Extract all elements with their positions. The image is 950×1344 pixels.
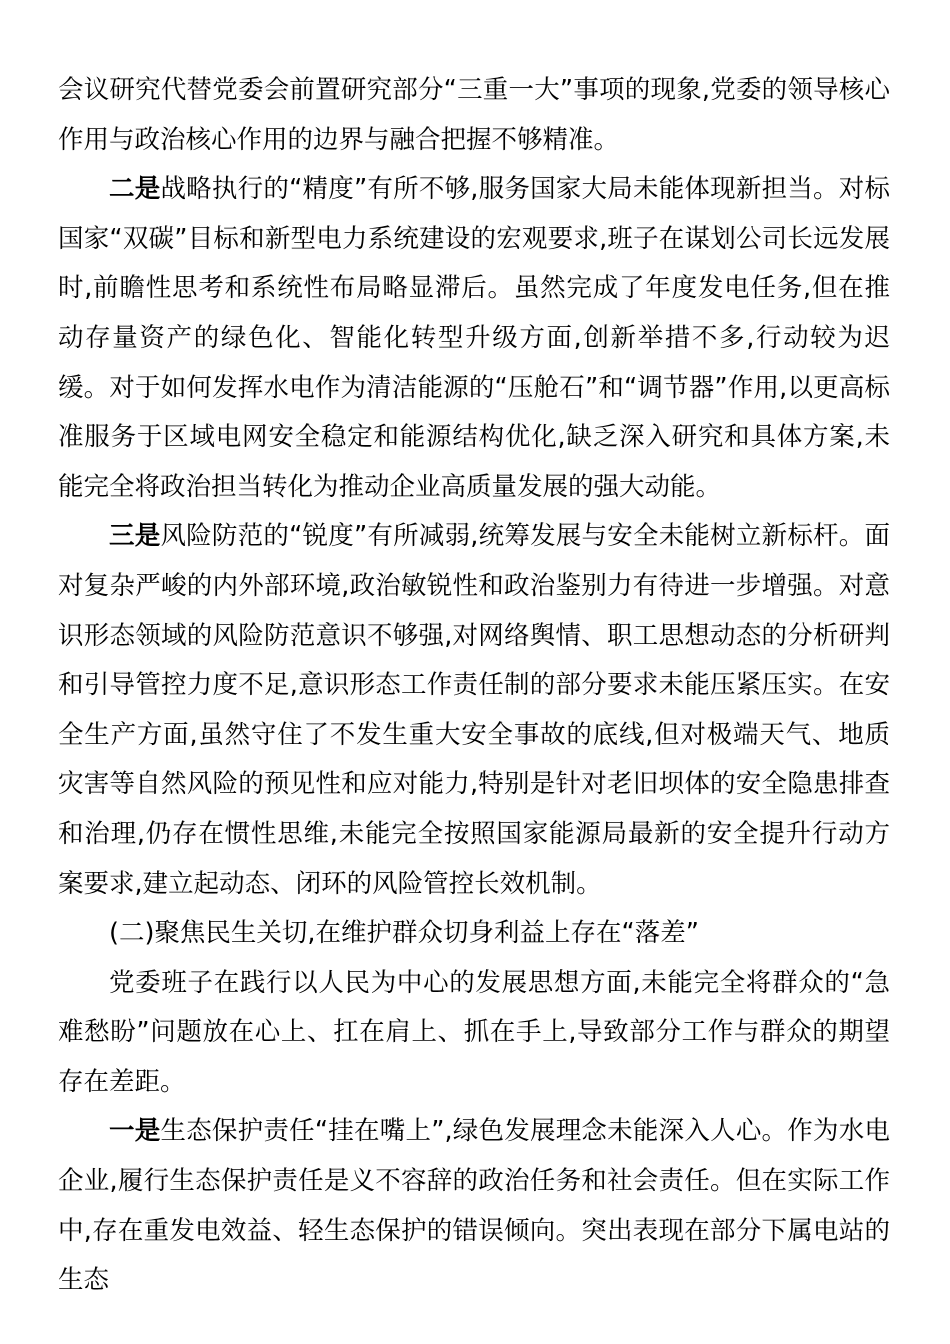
section-heading	[58, 909, 890, 959]
paragraph-point-three	[58, 512, 890, 909]
paragraph-text: 党委班子在践行以人民为中心的发展思想方面,未能完全将群众的“急难愁盼”问题放在心上、扛在肩上、抓在手上,导致部分工作与群众的期望存在差距。	[58, 967, 890, 1097]
section-heading-text: (二)聚焦民生关切,在维护群众切身利益上存在“落差”	[109, 918, 699, 949]
paragraph-lead: 一是	[109, 1116, 161, 1147]
paragraph-point-one	[58, 1107, 890, 1305]
paragraph-text: 风险防范的“锐度”有所减弱,统筹发展与安全未能树立新标杆。面对复杂严峻的内外部环境,政治敏锐性和政治鉴别力有待进一步增强。对意识形态领域的风险防范意识不够强,对网络舆情、职工思想动态的分析研判和引导管控力度不足,意识形态工作责任制的部分要求未能压紧压实。在安全生产方面,虽然守住了不发生重大安全事故的底线,但对极端天气、地质灾害等自然风险的预见性和应对能力,特别是针对老旧坝体的安全隐患排查和治理,仍存在惯性思维,未能完全按照国家能源局最新的安全提升行动方案要求,建立起动态、闭环的风险管控长效机制。	[58, 521, 890, 899]
paragraph-lead: 二是	[109, 174, 161, 205]
paragraph-lead: 三是	[109, 521, 161, 552]
paragraph-text: 战略执行的“精度”有所不够,服务国家大局未能体现新担当。对标国家“双碳”目标和新型电力系统建设的宏观要求,班子在谋划公司长远发展时,前瞻性思考和系统性布局略显滞后。虽然完成了年度发电任务,但在推动存量资产的绿色化、智能化转型升级方面,创新举措不多,行动较为迟缓。对于如何发挥水电作为清洁能源的“压舱石”和“调节器”作用,以更高标准服务于区域电网安全稳定和能源结构优化,缺乏深入研究和具体方案,未能完全将政治担当转化为推动企业高质量发展的强大动能。	[58, 174, 890, 502]
document-body	[58, 66, 890, 1306]
paragraph-text: 生态保护责任“挂在嘴上”,绿色发展理念未能深入人心。作为水电企业,履行生态保护责任是义不容辞的政治任务和社会责任。但在实际工作中,存在重发电效益、轻生态保护的错误倾向。突出表现在部分下属电站的生态	[58, 1116, 890, 1296]
paragraph-text: 会议研究代替党委会前置研究部分“三重一大”事项的现象,党委的领导核心作用与政治核心作用的边界与融合把握不够精准。	[58, 75, 890, 155]
paragraph-continuation	[58, 66, 890, 165]
paragraph-intro	[58, 959, 890, 1108]
paragraph-point-two	[58, 165, 890, 512]
